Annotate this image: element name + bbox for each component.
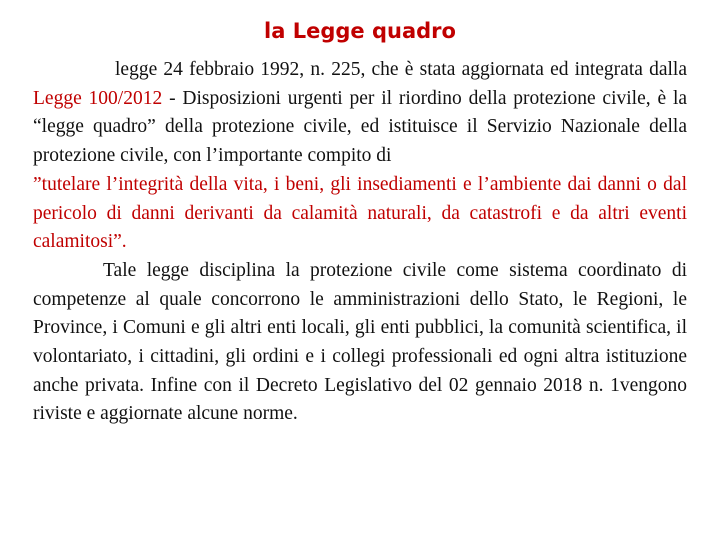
paragraph-disciplina-text: Tale legge disciplina la protezione civile come sistema coordinato di competenze al quale concorrono le amministrazioni dello Stato, le Regioni, le Province, i Comuni e gli altri enti locali, gli enti pubblici, la comunità scientifica, il volontariato, i cittadini, gli ordini e i collegi professionali ed ogni altra istituzione anche privata. Infine con il Decreto Legislativo del 02 gennaio 2018 n. 1vengono riviste e aggiornate alcune norme. — [33, 259, 687, 425]
slide-title: la Legge quadro — [264, 19, 456, 43]
paragraph-lead: legge 24 febbraio 1992, n. 225, che è stata aggiornata ed integrata dalla — [115, 59, 687, 80]
legge-100-2012-link[interactable]: Legge 100/2012 — [33, 87, 163, 109]
paragraph-after-link: - Disposizioni urgenti per il riordino della protezione civile, è la “legge quadro” della protezione civile, ed istituisce il Servizio Nazionale della protezione civile, con l’importante compito di — [33, 87, 688, 167]
protection-quote: ”tutelare l’integrità della vita, i beni, gli insediamenti e l’ambiente dai danni o dal pericolo di danni derivanti da calamità naturali, da catastrofi e da altri eventi calamitosi”. — [33, 173, 687, 253]
paragraph-legge-225 — [33, 56, 687, 257]
paragraph-disciplina — [33, 257, 687, 429]
slide-body — [33, 56, 687, 429]
